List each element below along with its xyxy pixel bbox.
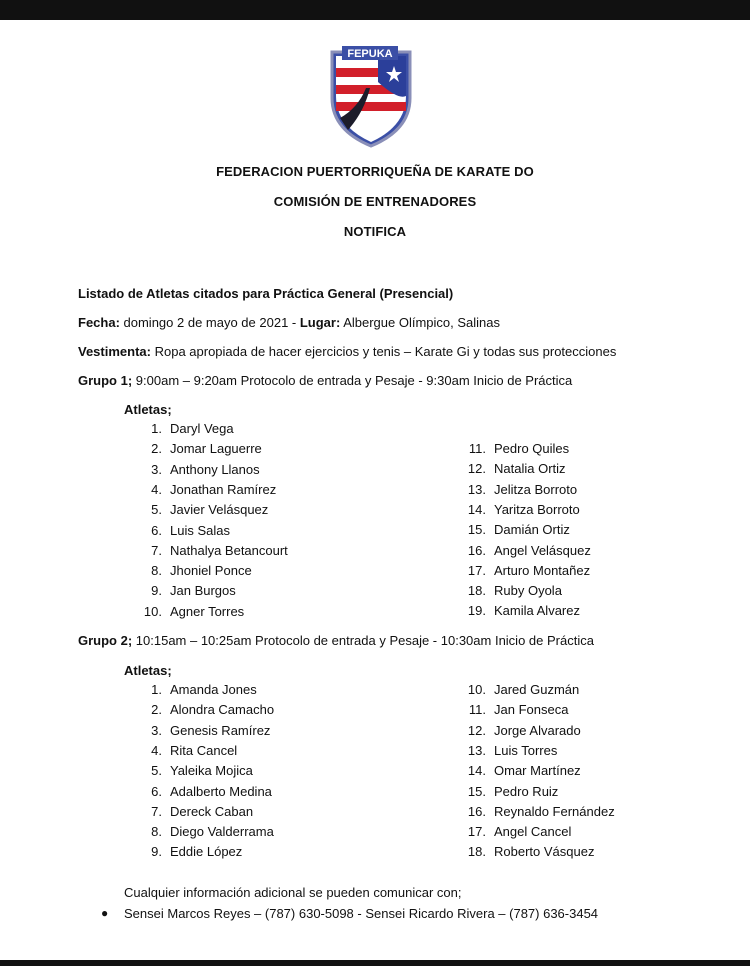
list-item <box>464 502 580 517</box>
list-item <box>464 603 580 618</box>
grupo2-schedule: 10:15am – 10:25am Protocolo de entrada y Pesaje - 10:30am Inicio de Práctica <box>132 633 594 648</box>
list-item-number: 7. <box>151 803 162 819</box>
fecha-label: Fecha: <box>78 315 120 330</box>
list-item <box>140 583 236 598</box>
list-item <box>140 702 274 717</box>
grupo1-atletas-label: Atletas; <box>124 402 172 417</box>
vestimenta-label: Vestimenta: <box>78 344 151 359</box>
lugar-label: Lugar: <box>299 315 341 330</box>
athlete-name: Jonathan Ramírez <box>170 481 277 497</box>
list-item-number: 10. <box>467 682 486 697</box>
list-item-number: 1. <box>151 421 162 436</box>
list-item <box>140 482 276 497</box>
list-item-number: 5. <box>151 763 162 779</box>
fepuka-logo-icon <box>318 38 424 148</box>
bullet-icon: ● <box>101 906 109 920</box>
list-item <box>140 723 270 738</box>
list-item-number: 5. <box>151 502 162 518</box>
athlete-name: Kamila Alvarez <box>494 603 580 619</box>
list-item-number: 4. <box>151 481 162 497</box>
list-item-number: 3. <box>151 722 162 738</box>
list-item <box>140 462 260 477</box>
athlete-name: Omar Martínez <box>494 763 581 779</box>
list-item-number: 9. <box>151 583 162 599</box>
list-item <box>140 743 237 758</box>
list-item <box>464 824 571 839</box>
athlete-name: Jared Guzmán <box>494 682 580 697</box>
athlete-name: Jomar Laguerre <box>170 441 262 457</box>
vestimenta-line <box>78 344 616 359</box>
athlete-name: Ruby Oyola <box>494 583 562 599</box>
list-item-number: 13. <box>467 481 486 497</box>
athlete-name: Amanda Jones <box>170 682 257 697</box>
list-item-number: 15. <box>467 522 486 538</box>
list-item-number: 2. <box>151 441 162 457</box>
notifica-title: NOTIFICA <box>343 224 407 239</box>
grupo1-label: Grupo 1; <box>78 373 133 388</box>
athlete-name: Pedro Quiles <box>494 441 570 456</box>
list-item-number: 11. <box>468 702 486 718</box>
grupo2-label: Grupo 2; <box>78 633 133 648</box>
list-item <box>140 502 268 517</box>
athlete-name: Yaritza Borroto <box>494 501 580 517</box>
list-item <box>464 804 615 819</box>
athlete-name: Daryl Vega <box>170 421 234 436</box>
athlete-name: Genesis Ramírez <box>170 722 271 738</box>
athlete-name: Angel Velásquez <box>494 542 591 558</box>
list-item-number: 12. <box>467 722 486 738</box>
document-page <box>0 20 750 960</box>
list-item-number: 6. <box>151 783 162 799</box>
list-item-number: 4. <box>151 742 162 758</box>
list-item-number: 17. <box>467 824 486 840</box>
list-item <box>464 682 579 697</box>
footer-info: Cualquier información adicional se pueden comunicar con; <box>124 885 462 900</box>
listado-heading: Listado de Atletas citados para Práctica General (Presencial) <box>78 286 454 301</box>
svg-text:FEPUKA: FEPUKA <box>347 48 393 60</box>
footer-contacts: Sensei Marcos Reyes – (787) 630-5098 - Sensei Ricardo Rivera – (787) 636-3454 <box>124 906 599 921</box>
list-item-number: 6. <box>151 522 162 538</box>
list-item <box>464 784 558 799</box>
list-item <box>140 784 272 799</box>
athlete-name: Diego Valderrama <box>170 824 274 840</box>
list-item-number: 2. <box>151 702 162 718</box>
athlete-name: Natalia Ortiz <box>494 461 566 477</box>
list-item <box>464 461 566 476</box>
list-item <box>464 702 568 717</box>
athlete-name: Luis Salas <box>170 522 230 538</box>
list-item-number: 19. <box>467 603 486 619</box>
list-item-number: 18. <box>467 583 486 599</box>
list-item <box>464 482 577 497</box>
list-item <box>464 723 581 738</box>
athlete-name: Jelitza Borroto <box>494 481 578 497</box>
athlete-name: Reynaldo Fernández <box>494 803 615 819</box>
athlete-name: Roberto Vásquez <box>494 844 595 860</box>
list-item-number: 3. <box>151 461 162 477</box>
list-item-number: 13. <box>467 742 486 758</box>
athlete-name: Jorge Alvarado <box>494 722 581 738</box>
athlete-name: Jan Burgos <box>170 583 236 599</box>
list-item-number: 18. <box>467 844 486 860</box>
list-item-number: 7. <box>151 542 162 558</box>
list-item <box>140 682 257 697</box>
list-item <box>464 844 594 859</box>
list-item-number: 8. <box>151 563 162 579</box>
list-item <box>464 763 581 778</box>
list-item <box>464 522 570 537</box>
list-item-number: 1. <box>151 682 162 697</box>
list-item-number: 16. <box>467 542 486 558</box>
list-item <box>140 604 244 619</box>
athlete-name: Javier Velásquez <box>170 502 269 518</box>
list-item <box>140 824 274 839</box>
list-item-number: 12. <box>467 461 486 477</box>
athlete-name: Pedro Ruiz <box>494 783 559 799</box>
list-item-number: 14. <box>467 763 486 779</box>
list-item <box>464 543 591 558</box>
list-item-number: 9. <box>151 844 162 860</box>
athlete-name: Rita Cancel <box>170 742 238 758</box>
athlete-name: Dereck Caban <box>170 803 254 819</box>
lugar-value: Albergue Olímpico, Salinas <box>340 315 501 330</box>
list-item <box>140 523 230 538</box>
athlete-name: Damián Ortiz <box>494 522 570 538</box>
list-item <box>140 804 253 819</box>
athlete-name: Jhoniel Ponce <box>170 563 252 579</box>
list-item <box>464 441 569 456</box>
athlete-name: Eddie López <box>170 844 243 860</box>
commission-title: COMISIÓN DE ENTRENADORES <box>273 194 477 209</box>
list-item-number: 11. <box>468 441 486 456</box>
list-item <box>140 421 234 436</box>
grupo1-schedule: 9:00am – 9:20am Protocolo de entrada y Pesaje - 9:30am Inicio de Práctica <box>132 373 573 388</box>
list-item-number: 8. <box>151 824 162 840</box>
fecha-value: domingo 2 de mayo de 2021 - <box>119 315 300 330</box>
athlete-name: Arturo Montañez <box>494 562 591 578</box>
list-item <box>140 563 252 578</box>
list-item <box>140 763 253 778</box>
athlete-name: Alondra Camacho <box>170 702 275 718</box>
list-item-number: 10. <box>143 603 162 619</box>
list-item <box>140 441 262 456</box>
list-item-number: 17. <box>467 562 486 578</box>
list-item-number: 16. <box>467 803 486 819</box>
athlete-name: Angel Cancel <box>494 824 572 840</box>
list-item <box>464 563 590 578</box>
grupo2-atletas-label: Atletas; <box>124 663 172 678</box>
list-item <box>140 844 242 859</box>
grupo2-line <box>78 633 594 648</box>
athlete-name: Agner Torres <box>170 603 245 619</box>
list-item-number: 14. <box>467 501 486 517</box>
federation-title: FEDERACION PUERTORRIQUEÑA DE KARATE DO <box>216 164 534 179</box>
list-item-number: 15. <box>467 783 486 799</box>
grupo1-line <box>78 373 572 388</box>
athlete-name: Yaleika Mojica <box>170 763 253 779</box>
vestimenta-value: Ropa apropiada de hacer ejercicios y tenis – Karate Gi y todas sus protecciones <box>150 344 617 359</box>
athlete-name: Jan Fonseca <box>494 702 569 718</box>
list-item <box>464 743 557 758</box>
fecha-line <box>78 315 500 330</box>
athlete-name: Adalberto Medina <box>170 783 272 799</box>
athlete-name: Nathalya Betancourt <box>170 542 288 558</box>
athlete-name: Anthony Llanos <box>170 461 260 477</box>
list-item <box>140 543 288 558</box>
athlete-name: Luis Torres <box>494 742 558 758</box>
list-item <box>464 583 562 598</box>
